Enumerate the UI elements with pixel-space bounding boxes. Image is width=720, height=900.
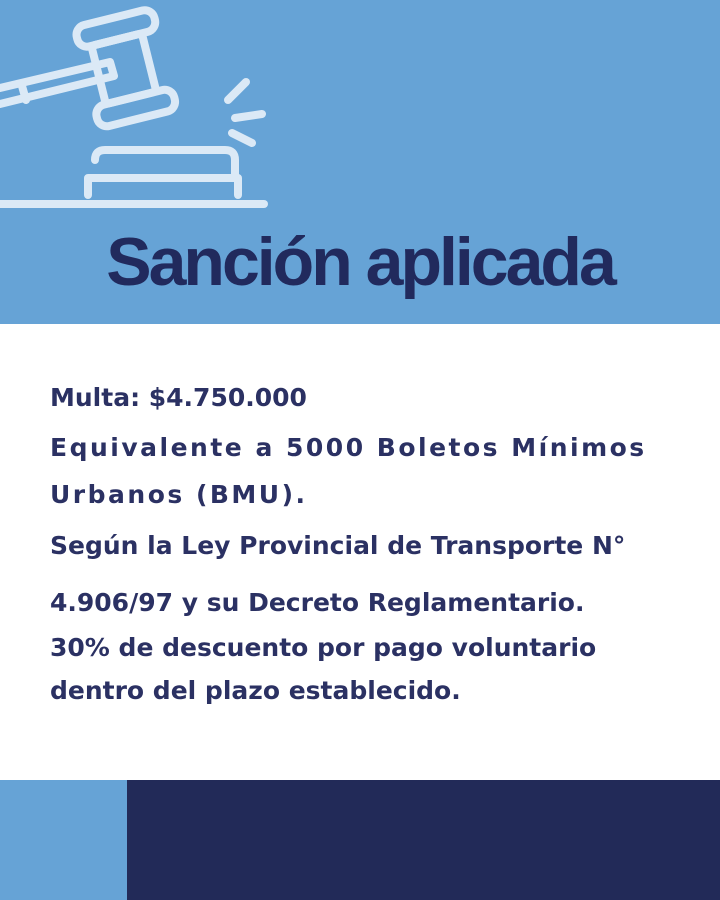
equivalence-line-2: Urbanos (BMU). [50,480,308,509]
gavel-icon [0,0,300,215]
fine-amount: Multa: $4.750.000 [50,383,307,412]
equivalence-line-1: Equivalente a 5000 Boletos Mínimos [50,433,647,462]
law-line-2: 4.906/97 y su Decreto Reglamentario. [50,588,585,617]
discount-line-2: dentro del plazo establecido. [50,676,461,705]
footer-bar [127,780,720,900]
header-banner [0,0,720,324]
discount-line-1: 30% de descuento por pago voluntario [50,633,597,662]
law-line-1: Según la Ley Provincial de Transporte N° [50,531,626,560]
page-title: Sanción aplicada [106,224,614,300]
footer-accent-block [0,780,127,900]
